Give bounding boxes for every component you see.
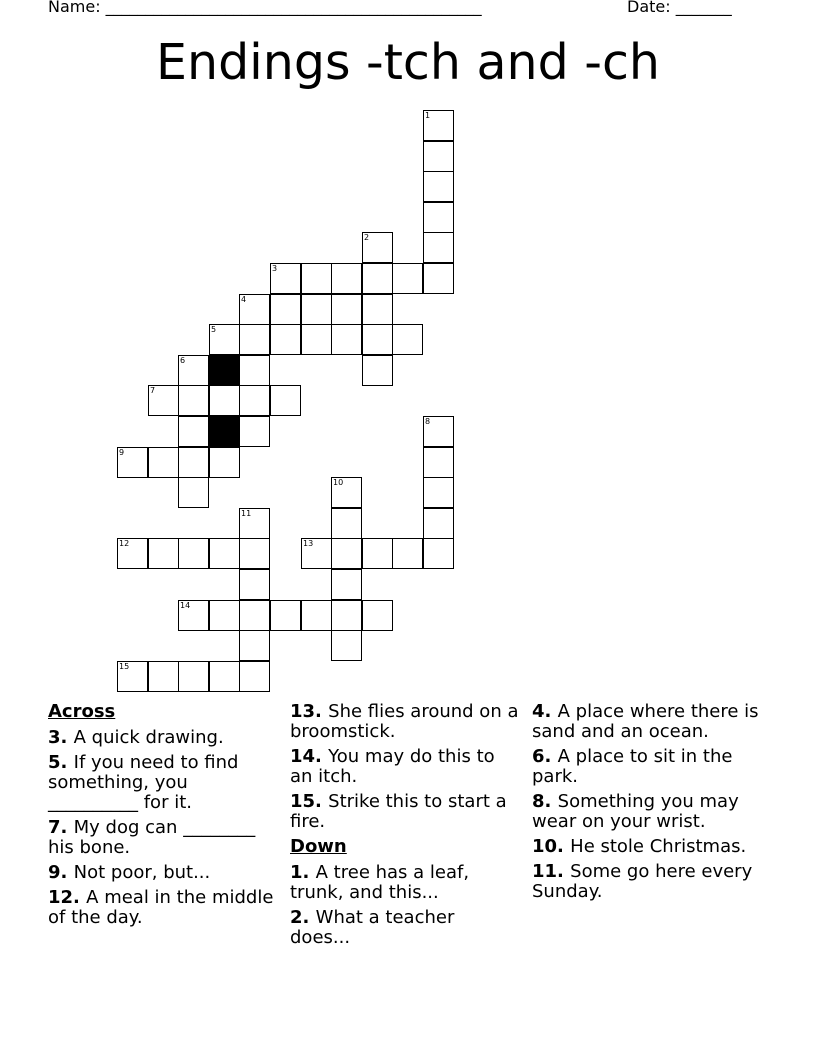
clue-item — [532, 702, 762, 742]
crossword-cell[interactable] — [148, 538, 179, 569]
crossword-cell[interactable] — [423, 110, 454, 141]
crossword-cell[interactable] — [239, 324, 270, 355]
clue-label: 3. — [48, 727, 74, 748]
clue-item — [290, 702, 520, 742]
clue-item — [532, 792, 762, 832]
clue-label: 9. — [48, 862, 74, 883]
clue-number: 9 — [119, 448, 125, 457]
crossword-cell[interactable] — [209, 385, 240, 416]
crossword-cell[interactable] — [148, 661, 179, 692]
clue-number: 1 — [425, 111, 431, 120]
clue-number: 3 — [272, 264, 278, 273]
crossword-cell[interactable] — [178, 477, 209, 508]
crossword-cell[interactable] — [178, 385, 209, 416]
crossword-cell[interactable] — [239, 294, 270, 325]
crossword-cell[interactable] — [148, 385, 179, 416]
clue-text: If you need to find something, you __________ for it. — [48, 752, 239, 813]
clue-text: A place where there is sand and an ocean. — [532, 701, 759, 742]
crossword-cell[interactable] — [301, 294, 332, 325]
clue-label: 8. — [532, 791, 558, 812]
clue-item — [290, 863, 520, 903]
clue-text: You may do this to an itch. — [290, 746, 495, 787]
clue-text: What a teacher does... — [290, 907, 455, 948]
clue-label: 14. — [290, 746, 329, 767]
crossword-cell[interactable] — [423, 538, 454, 569]
crossword-cell[interactable] — [209, 538, 240, 569]
clue-item — [290, 908, 520, 948]
crossword-cell[interactable] — [239, 508, 270, 539]
crossword-cell[interactable] — [117, 447, 148, 478]
crossword-cell[interactable] — [239, 661, 270, 692]
clue-number: 7 — [150, 386, 156, 395]
crossword-cell[interactable] — [270, 324, 301, 355]
crossword-block — [209, 416, 240, 447]
crossword-cell[interactable] — [301, 538, 332, 569]
crossword-cell[interactable] — [178, 600, 209, 631]
crossword-cell[interactable] — [331, 477, 362, 508]
crossword-cell[interactable] — [239, 600, 270, 631]
crossword-cell[interactable] — [423, 477, 454, 508]
crossword-cell[interactable] — [362, 355, 393, 386]
crossword-cell[interactable] — [331, 569, 362, 600]
crossword-cell[interactable] — [239, 385, 270, 416]
crossword-cell[interactable] — [301, 324, 332, 355]
clues-column-2 — [290, 702, 520, 953]
crossword-cell[interactable] — [362, 263, 393, 294]
clue-label: 6. — [532, 746, 558, 767]
section-heading: Down — [290, 836, 347, 857]
crossword-cell[interactable] — [331, 538, 362, 569]
crossword-cell[interactable] — [209, 600, 240, 631]
clue-label: 12. — [48, 887, 87, 908]
crossword-cell[interactable] — [423, 202, 454, 233]
crossword-cell[interactable] — [331, 600, 362, 631]
crossword-cell[interactable] — [178, 661, 209, 692]
crossword-cell[interactable] — [362, 324, 393, 355]
clue-number: 11 — [241, 509, 252, 518]
crossword-cell[interactable] — [178, 355, 209, 386]
clue-number: 12 — [119, 539, 130, 548]
clue-item — [48, 888, 278, 928]
crossword-cell[interactable] — [423, 141, 454, 172]
crossword-cell[interactable] — [209, 447, 240, 478]
clue-label: 7. — [48, 817, 74, 838]
clue-item — [48, 863, 278, 883]
clue-number: 14 — [180, 601, 191, 610]
crossword-cell[interactable] — [362, 294, 393, 325]
crossword-cell[interactable] — [331, 630, 362, 661]
clue-text: A tree has a leaf, trunk, and this... — [290, 862, 470, 903]
clue-number: 2 — [364, 233, 370, 242]
clue-text: Strike this to start a fire. — [290, 791, 507, 832]
clue-text: Something you may wear on your wrist. — [532, 791, 739, 832]
clue-number: 10 — [333, 478, 344, 487]
crossword-cell[interactable] — [239, 630, 270, 661]
crossword-cell[interactable] — [423, 232, 454, 263]
clue-text: She flies around on a broomstick. — [290, 701, 519, 742]
clue-label: 2. — [290, 907, 316, 928]
clue-item — [532, 747, 762, 787]
crossword-cell[interactable] — [392, 324, 423, 355]
clue-item — [48, 728, 278, 748]
crossword-cell[interactable] — [331, 324, 362, 355]
clue-label: 10. — [532, 836, 571, 857]
clue-text: My dog can ________ his bone. — [48, 817, 256, 858]
crossword-cell[interactable] — [178, 538, 209, 569]
clue-text: Not poor, but... — [73, 862, 211, 883]
crossword-cell[interactable] — [239, 355, 270, 386]
crossword-cell[interactable] — [331, 263, 362, 294]
crossword-cell[interactable] — [209, 661, 240, 692]
crossword-cell[interactable] — [331, 294, 362, 325]
clue-number: 5 — [211, 325, 217, 334]
clue-item — [48, 753, 278, 813]
crossword-cell[interactable] — [362, 232, 393, 263]
crossword-cell[interactable] — [392, 538, 423, 569]
crossword-cell[interactable] — [301, 263, 332, 294]
crossword-cell[interactable] — [239, 569, 270, 600]
crossword-cell[interactable] — [239, 416, 270, 447]
clue-label: 5. — [48, 752, 74, 773]
clue-text: A quick drawing. — [73, 727, 224, 748]
crossword-cell[interactable] — [270, 385, 301, 416]
clue-item — [532, 862, 762, 902]
clue-item — [48, 818, 278, 858]
crossword-cell[interactable] — [423, 263, 454, 294]
crossword-cell[interactable] — [392, 263, 423, 294]
clue-label: 4. — [532, 701, 558, 722]
crossword-cell[interactable] — [148, 447, 179, 478]
crossword-cell[interactable] — [239, 538, 270, 569]
clue-number: 13 — [303, 539, 314, 548]
crossword-cell[interactable] — [331, 508, 362, 539]
clue-label: 1. — [290, 862, 316, 883]
crossword-cell[interactable] — [423, 171, 454, 202]
clue-text: A meal in the middle of the day. — [48, 887, 274, 928]
crossword-cell[interactable] — [270, 263, 301, 294]
section-heading: Across — [48, 701, 116, 722]
crossword-cell[interactable] — [423, 416, 454, 447]
crossword-cell[interactable] — [178, 416, 209, 447]
clue-text: Some go here every Sunday. — [532, 861, 753, 902]
page-title: Endings -tch and -ch — [156, 34, 660, 91]
crossword-cell[interactable] — [117, 661, 148, 692]
crossword-cell[interactable] — [178, 447, 209, 478]
crossword-cell[interactable] — [362, 600, 393, 631]
clues-column-1 — [48, 702, 278, 933]
clues-column-3 — [532, 702, 762, 907]
name-field[interactable]: Name: _______________________________________________ — [48, 0, 482, 16]
clue-item — [290, 747, 520, 787]
clue-number: 4 — [241, 295, 247, 304]
date-field[interactable]: Date: _______ — [627, 0, 732, 16]
clue-text: A place to sit in the park. — [532, 746, 733, 787]
crossword-cell[interactable] — [423, 447, 454, 478]
crossword-cell[interactable] — [117, 538, 148, 569]
clue-text: He stole Christmas. — [570, 836, 747, 857]
clue-item — [290, 792, 520, 832]
clue-label: 13. — [290, 701, 329, 722]
crossword-cell[interactable] — [209, 324, 240, 355]
clue-label: 15. — [290, 791, 329, 812]
clue-label: 11. — [532, 861, 571, 882]
crossword-cell[interactable] — [270, 294, 301, 325]
crossword-cell[interactable] — [270, 600, 301, 631]
crossword-cell[interactable] — [362, 538, 393, 569]
crossword-block — [209, 355, 240, 386]
clue-item — [532, 837, 762, 857]
crossword-cell[interactable] — [301, 600, 332, 631]
clue-number: 6 — [180, 356, 186, 365]
crossword-cell[interactable] — [423, 508, 454, 539]
clue-number: 15 — [119, 662, 130, 671]
clue-number: 8 — [425, 417, 431, 426]
